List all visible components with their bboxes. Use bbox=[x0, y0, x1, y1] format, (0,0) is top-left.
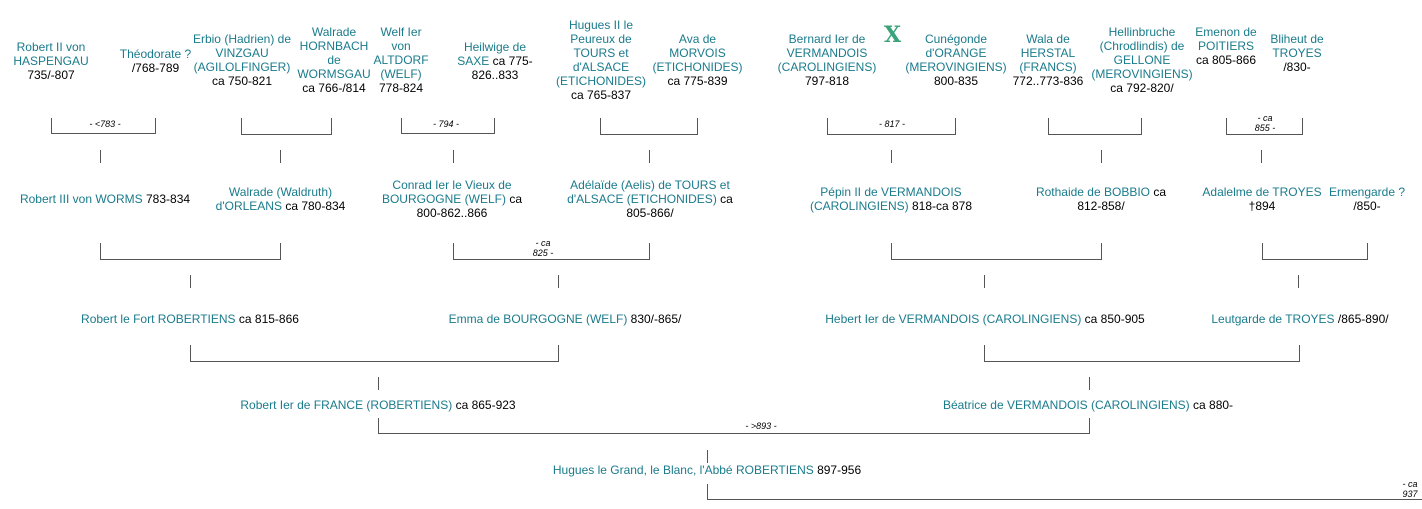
person-conrad[interactable] bbox=[377, 178, 527, 220]
person-name: Leutgarde de TROYES bbox=[1211, 312, 1335, 326]
person-dates: 783-834 bbox=[146, 192, 191, 206]
person-dates: /850- bbox=[1353, 199, 1381, 213]
person-walrade1[interactable] bbox=[294, 25, 374, 95]
person-dates: 818-ca 878 bbox=[911, 199, 973, 213]
person-bernard[interactable] bbox=[775, 32, 879, 88]
marriage-label: - ca 855 - bbox=[1254, 113, 1276, 133]
person-name: Emma de BOURGOGNE (WELF) bbox=[448, 312, 628, 326]
person-dates: 797-818 bbox=[804, 74, 850, 88]
person-name: Hugues le Grand, le Blanc, l'Abbé ROBERTIENS bbox=[552, 463, 814, 477]
person-leutgarde[interactable] bbox=[1196, 312, 1404, 326]
person-hugues[interactable] bbox=[512, 463, 902, 477]
person-dates: ca 800-862..866 bbox=[416, 192, 523, 220]
person-dates: ca 765-837 bbox=[570, 88, 632, 102]
person-dates: /768-789 bbox=[131, 61, 180, 75]
person-dates: ca 815-866 bbox=[238, 312, 299, 326]
person-name: Théodorate ? bbox=[119, 47, 192, 61]
person-name: Robert Ier de FRANCE (ROBERTIENS) bbox=[240, 398, 453, 412]
marriage-label: - 794 - bbox=[432, 119, 459, 129]
person-pepin[interactable] bbox=[800, 185, 982, 213]
person-name: Hellinbruche (Chrodlindis) de GELLONE (MEROVINGIENS) bbox=[1091, 25, 1193, 81]
person-dates: ca 850-905 bbox=[1084, 312, 1145, 326]
person-wala[interactable] bbox=[1010, 32, 1086, 88]
person-name: Welf Ier von ALTDORF (WELF) bbox=[373, 25, 429, 81]
person-name: Adélaïde (Aelis) de TOURS et d'ALSACE (ETICHONIDES) bbox=[567, 178, 730, 206]
person-name: Adalelme de TROYES bbox=[1202, 185, 1322, 199]
person-heilwige[interactable] bbox=[453, 40, 537, 82]
person-dates: /830- bbox=[1283, 60, 1311, 74]
person-name: Heilwige de SAXE bbox=[457, 40, 527, 68]
person-dates: ca 792-820/ bbox=[1110, 81, 1174, 95]
person-dates: 735/-807 bbox=[27, 68, 75, 82]
person-name: Robert III von WORMS bbox=[19, 192, 143, 206]
person-name: Pépin II de VERMANDOIS (CAROLINGIENS) bbox=[809, 185, 962, 213]
person-name: Cunégonde d'ORANGE (MEROVINGIENS) bbox=[905, 32, 1007, 74]
person-emma[interactable] bbox=[420, 312, 710, 326]
person-adalelme[interactable] bbox=[1196, 185, 1328, 213]
person-theodorate[interactable] bbox=[118, 47, 193, 75]
person-robert2[interactable] bbox=[5, 40, 97, 82]
person-dates: †894 bbox=[1248, 199, 1276, 213]
person-dates: ca 865-923 bbox=[455, 398, 516, 412]
marriage-label: - 817 - bbox=[878, 119, 905, 129]
person-dates: ca 805-866 bbox=[1195, 53, 1257, 67]
person-emenon[interactable] bbox=[1193, 25, 1259, 67]
marker-x: X bbox=[884, 22, 902, 48]
person-name: Wala de HERSTAL (FRANCS) bbox=[1019, 32, 1077, 74]
person-hebert[interactable] bbox=[806, 312, 1164, 326]
person-name: Ava de MORVOIS (ETICHONIDES) bbox=[652, 32, 743, 74]
person-dates: 772..773-836 bbox=[1012, 74, 1084, 88]
marriage-label: - ca 825 - bbox=[532, 238, 554, 258]
person-name: Ermengarde ? bbox=[1328, 185, 1406, 199]
person-walrade2[interactable] bbox=[208, 185, 353, 213]
person-dates: 778-824 bbox=[378, 81, 424, 95]
person-hugues2[interactable] bbox=[551, 18, 651, 102]
person-dates: ca 750-821 bbox=[211, 74, 273, 88]
person-name: Walrade (Waldruth) d'ORLEANS bbox=[215, 185, 333, 213]
person-bliheut[interactable] bbox=[1264, 32, 1330, 74]
person-dates: ca 880- bbox=[1193, 398, 1234, 412]
person-dates: 830/-865/ bbox=[630, 312, 682, 326]
person-dates: /865-890/ bbox=[1337, 312, 1389, 326]
person-name: Robert le Fort ROBERTIENS bbox=[81, 312, 236, 326]
person-dates: ca 775-839 bbox=[667, 74, 728, 88]
person-name: Erbio (Hadrien) de VINZGAU (AGILOLFINGER) bbox=[192, 32, 292, 74]
person-name: Béatrice de VERMANDOIS (CAROLINGIENS) bbox=[942, 398, 1190, 412]
person-robert3[interactable] bbox=[5, 192, 205, 206]
person-name: Bernard Ier de VERMANDOIS (CAROLINGIENS) bbox=[777, 32, 877, 74]
person-dates: ca 812-858/ bbox=[1077, 185, 1167, 213]
person-name: Walrade HORNBACH de WORMSGAU bbox=[297, 25, 371, 81]
person-beatrice[interactable] bbox=[918, 398, 1258, 412]
marriage-label: - <783 - bbox=[89, 119, 121, 129]
person-name: Emenon de POITIERS bbox=[1195, 25, 1257, 53]
person-dates: ca 780-834 bbox=[285, 199, 346, 213]
person-erbio[interactable] bbox=[192, 32, 292, 88]
person-dates: ca 805-866/ bbox=[626, 192, 733, 220]
person-dates: ca 775-826..833 bbox=[471, 54, 533, 82]
marriage-label: - >893 - bbox=[745, 421, 777, 431]
person-ava[interactable] bbox=[650, 32, 745, 88]
person-dates: 800-835 bbox=[933, 74, 979, 88]
person-dates: ca 766-/814 bbox=[302, 81, 366, 95]
person-welf[interactable] bbox=[370, 25, 432, 95]
person-ermengarde[interactable] bbox=[1328, 185, 1406, 213]
person-cunegonde[interactable] bbox=[903, 32, 1009, 88]
person-rothaide[interactable] bbox=[1026, 185, 1176, 213]
person-dates: 897-956 bbox=[817, 463, 862, 477]
person-name: Robert II von HASPENGAU bbox=[13, 40, 89, 68]
person-name: Hebert Ier de VERMANDOIS (CAROLINGIENS) bbox=[825, 312, 1082, 326]
person-adelaide[interactable] bbox=[560, 178, 740, 220]
person-name: Rothaide de BOBBIO bbox=[1035, 185, 1151, 199]
person-name: Conrad Ier le Vieux de BOURGOGNE (WELF) bbox=[381, 178, 512, 206]
person-robert1[interactable] bbox=[208, 398, 548, 412]
person-name: Bliheut de TROYES bbox=[1270, 32, 1324, 60]
person-name: Hugues II le Peureux de TOURS et d'ALSACE (ETICHONIDES) bbox=[556, 18, 646, 88]
marriage-label: - ca 937 bbox=[1402, 479, 1418, 499]
person-hellinbruche[interactable] bbox=[1090, 25, 1194, 95]
person-robertfort[interactable] bbox=[60, 312, 320, 326]
